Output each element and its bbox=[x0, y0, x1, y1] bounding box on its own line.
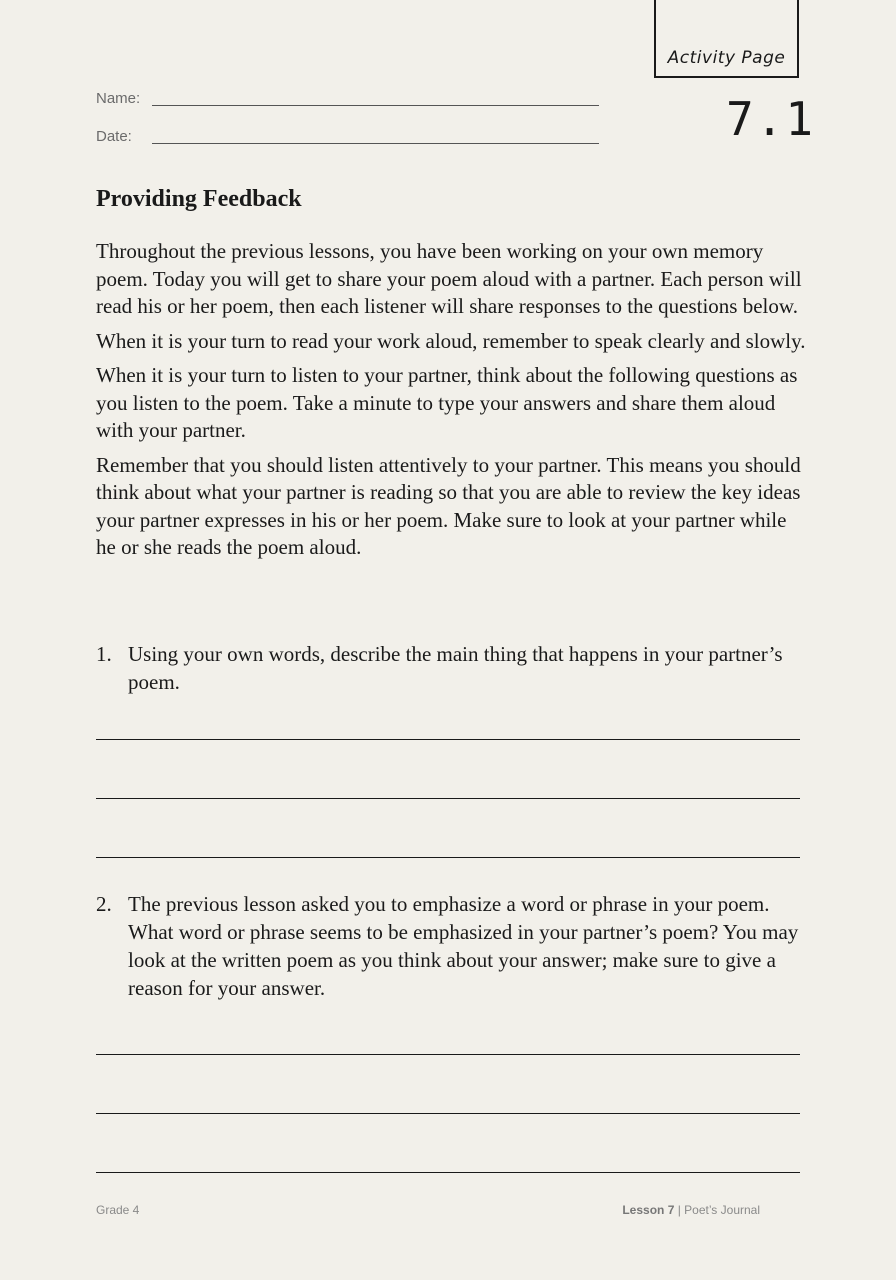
date-label: Date: bbox=[96, 128, 132, 145]
answer-line[interactable] bbox=[96, 798, 800, 799]
footer-book: Poet’s Journal bbox=[684, 1203, 760, 1217]
paragraph: Throughout the previous lessons, you have been working on your own memory poem. Today you will get to share your poem aloud with a partner. Each person will read his or her poem, then each listener will share responses to the questions below. bbox=[96, 239, 802, 318]
footer-lesson bbox=[622, 1203, 760, 1217]
question-number: 2. bbox=[96, 892, 112, 916]
answer-line[interactable] bbox=[96, 857, 800, 858]
footer-separator: | bbox=[674, 1203, 685, 1217]
paragraph: When it is your turn to read your work aloud, remember to speak clearly and slowly. bbox=[96, 328, 806, 353]
answer-line[interactable] bbox=[96, 1113, 800, 1114]
question-1 bbox=[96, 640, 806, 696]
page-title: Providing Feedback bbox=[96, 186, 302, 212]
activity-number: 7.1 bbox=[726, 92, 816, 146]
question-2 bbox=[96, 890, 806, 1002]
instructions bbox=[96, 238, 806, 569]
question-text: The previous lesson asked you to emphasize a word or phrase in your poem. What word or phrase seems to be emphasized in your partner’s poem? You may look at the written poem as you think about your answer; make sure to give a reason for your answer. bbox=[128, 892, 799, 1000]
paragraph: When it is your turn to listen to your partner, think about the following questions as you listen to the poem. Take a minute to type your answers and share them aloud with your partner. bbox=[96, 363, 798, 442]
footer-lesson-label: Lesson 7 bbox=[622, 1203, 675, 1217]
activity-tag bbox=[654, 0, 799, 78]
footer-grade: Grade 4 bbox=[96, 1203, 140, 1217]
name-label: Name: bbox=[96, 90, 141, 107]
date-field[interactable] bbox=[96, 128, 132, 145]
question-text: Using your own words, describe the main thing that happens in your partner’s poem. bbox=[128, 642, 783, 694]
activity-tag-label: Activity Page bbox=[667, 48, 786, 68]
answer-line[interactable] bbox=[96, 1172, 800, 1173]
question-number: 1. bbox=[96, 642, 112, 666]
date-line[interactable] bbox=[152, 142, 599, 144]
paragraph: Remember that you should listen attentively to your partner. This means you should think about what your partner is reading so that you are able to review the key ideas your partner expresses in his or her poem. Make sure to look at your partner while he or she reads the poem aloud. bbox=[96, 452, 801, 559]
name-field[interactable] bbox=[96, 90, 140, 107]
answer-line[interactable] bbox=[96, 739, 800, 740]
name-line[interactable] bbox=[152, 104, 599, 106]
answer-line[interactable] bbox=[96, 1054, 800, 1055]
